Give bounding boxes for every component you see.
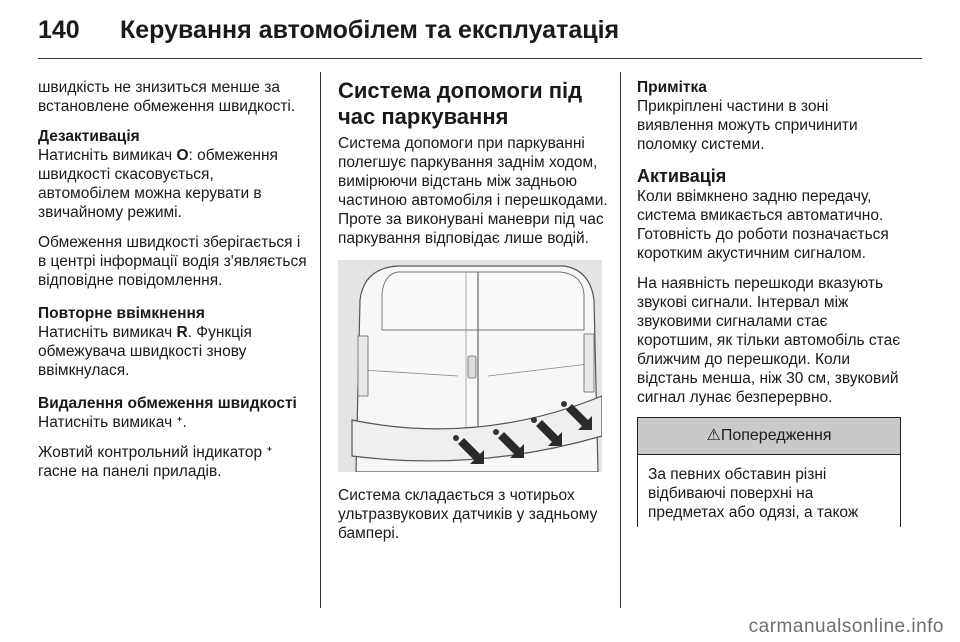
column-right — [637, 78, 903, 527]
paragraph-indicator — [38, 443, 310, 481]
figure-rear-bumper-sensors — [338, 260, 602, 472]
header-divider — [38, 58, 922, 59]
paragraph-note: Прикріплені частини в зоні виявлення можуть спричинити поломку системи. — [637, 98, 858, 153]
warning-body: За певних обставин різні відбиваючі поверхні на предметах або одязі, а також — [648, 466, 859, 521]
heading-deactivation: Дезактивація — [38, 128, 140, 145]
paragraph-activation-1: Коли ввімкнено задню передачу, система вмикається автоматично. Готовність до роботи позначається коротким акустичним сигналом. — [637, 188, 889, 262]
column-left — [38, 78, 310, 492]
paragraph-intro: швидкість не знизиться менше за встановлене обмеження швидкості. — [38, 79, 296, 115]
column-divider-2 — [620, 72, 621, 608]
text-run: . Функція обмежувача швидкості знову ввімкнулася. — [38, 324, 252, 379]
section-title-parking-assist: Система допомоги під час паркування — [338, 78, 583, 129]
paragraph-deactivation-2: Обмеження швидкості зберігається і в центрі інформації водія з'являється відповідне повідомлення. — [38, 234, 307, 289]
warning-icon: ⚠ — [706, 427, 721, 444]
text-run: Натисніть вимикач — [38, 324, 177, 341]
paragraph-deactivation-1 — [38, 146, 310, 222]
switch-o-symbol: O — [176, 147, 189, 164]
page-number: 140 — [38, 16, 80, 44]
speed-limiter-icon: ᐩ — [176, 414, 183, 431]
page-header — [38, 16, 922, 56]
chapter-title: Керування автомобілем та експлуатація — [120, 16, 620, 44]
figure-caption: Система складається з чотирьох ультразвукових датчиків у задньому бампері. — [338, 487, 598, 542]
switch-r-symbol: R — [176, 324, 188, 341]
heading-reactivation: Повторне ввімкнення — [38, 305, 205, 322]
speed-limiter-icon: ᐩ — [266, 444, 273, 461]
heading-note: Примітка — [637, 79, 707, 96]
text-run: Натисніть вимикач — [38, 414, 177, 431]
warning-box — [637, 417, 901, 527]
text-run: гасне на панелі приладів. — [38, 463, 222, 480]
heading-activation: Активація — [637, 166, 727, 186]
warning-title: Попередження — [720, 427, 832, 444]
heading-removal: Видалення обмеження швидкості — [38, 395, 297, 412]
van-rear-sensors-icon — [338, 260, 602, 472]
warning-header — [638, 418, 900, 455]
column-middle — [338, 78, 608, 554]
watermark: carmanualsonline.info — [748, 616, 944, 637]
paragraph-parking-intro: Система допомоги при паркуванні полегшує паркування заднім ходом, вимірюючи відстань між задньою частиною автомобіля і перешкодами. Проте за виконувані маневри під час паркування відповідає лише водій. — [338, 135, 608, 247]
text-run: Натисніть вимикач — [38, 147, 177, 164]
text-run: Жовтий контрольний індикатор — [38, 444, 267, 461]
paragraph-reactivation — [38, 323, 310, 380]
paragraph-activation-2: На наявність перешкоди вказують звукові сигнали. Інтервал між звуковими сигналами стає коротшим, як тільки автомобіль стає ближчим до перешкоди. Коли відстань менша, ніж 30 см, звуковий сигнал лунає безперервно. — [637, 275, 901, 406]
column-divider-1 — [320, 72, 321, 608]
text-run: . — [182, 414, 187, 431]
text-run: : обмеження швидкості скасовується, автомобілем можна керувати в звичайному режимі. — [38, 147, 278, 221]
paragraph-removal — [38, 413, 310, 432]
